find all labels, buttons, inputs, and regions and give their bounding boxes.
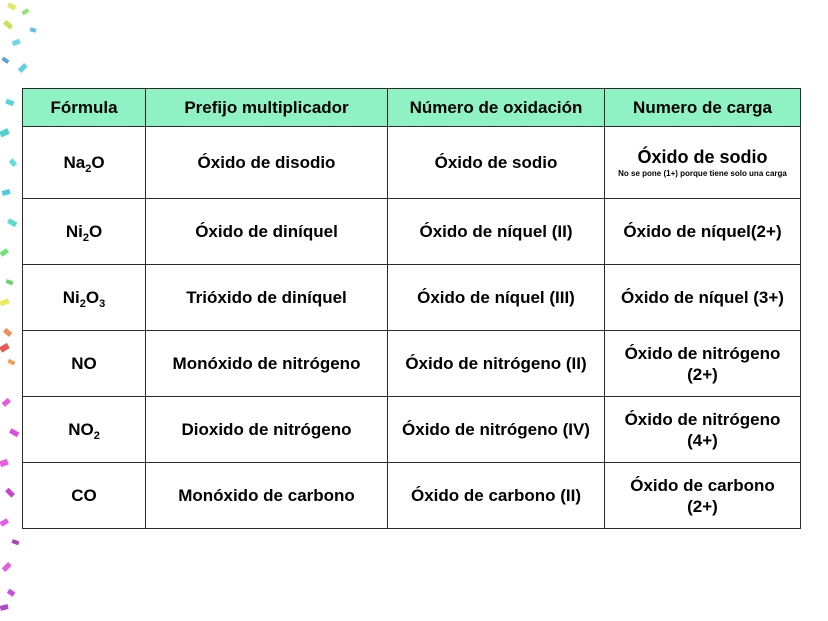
- prefix-cell: Dioxido de nitrógeno: [146, 397, 388, 463]
- oxide-nomenclature-table: [22, 88, 801, 529]
- header-formula: Fórmula: [23, 89, 146, 127]
- charge-note: No se pone (1+) porque tiene solo una carga: [618, 169, 787, 178]
- oxidation-cell: Óxido de níquel (III): [388, 265, 605, 331]
- oxidation-cell: Óxido de nitrógeno (IV): [388, 397, 605, 463]
- table-row: [23, 199, 801, 265]
- table-row: [23, 463, 801, 529]
- oxidation-cell: Óxido de nitrógeno (II): [388, 331, 605, 397]
- table-row: [23, 397, 801, 463]
- header-row: [23, 89, 801, 127]
- charge-cell: Óxido de níquel (3+): [605, 265, 801, 331]
- prefix-cell: Óxido de disodio: [146, 127, 388, 199]
- formula-cell: $Na_2O$: [23, 127, 146, 199]
- formula-cell: $Ni_2O$: [23, 199, 146, 265]
- oxidation-cell: Óxido de níquel (II): [388, 199, 605, 265]
- charge-cell: Óxido de níquel(2+): [605, 199, 801, 265]
- header-charge-number: Numero de carga: [605, 89, 801, 127]
- prefix-cell: Monóxido de nitrógeno: [146, 331, 388, 397]
- formula-cell: $NO_2$: [23, 397, 146, 463]
- formula-cell: NO: [23, 331, 146, 397]
- table-row: [23, 127, 801, 199]
- header-prefix: Prefijo multiplicador: [146, 89, 388, 127]
- oxidation-cell: Óxido de carbono (II): [388, 463, 605, 529]
- charge-cell: Óxido de nitrógeno (2+): [605, 331, 801, 397]
- prefix-cell: Trióxido de diníquel: [146, 265, 388, 331]
- prefix-cell: Óxido de diníquel: [146, 199, 388, 265]
- formula-cell: CO: [23, 463, 146, 529]
- charge-cell: Óxido de nitrógeno (4+): [605, 397, 801, 463]
- charge-cell: [605, 127, 801, 199]
- table-row: [23, 331, 801, 397]
- charge-name: Óxido de sodio: [637, 147, 768, 167]
- prefix-cell: Monóxido de carbono: [146, 463, 388, 529]
- table-row: [23, 265, 801, 331]
- formula-cell: $Ni_2O_3$: [23, 265, 146, 331]
- header-oxidation-number: Número de oxidación: [388, 89, 605, 127]
- oxidation-cell: Óxido de sodio: [388, 127, 605, 199]
- charge-cell: Óxido de carbono (2+): [605, 463, 801, 529]
